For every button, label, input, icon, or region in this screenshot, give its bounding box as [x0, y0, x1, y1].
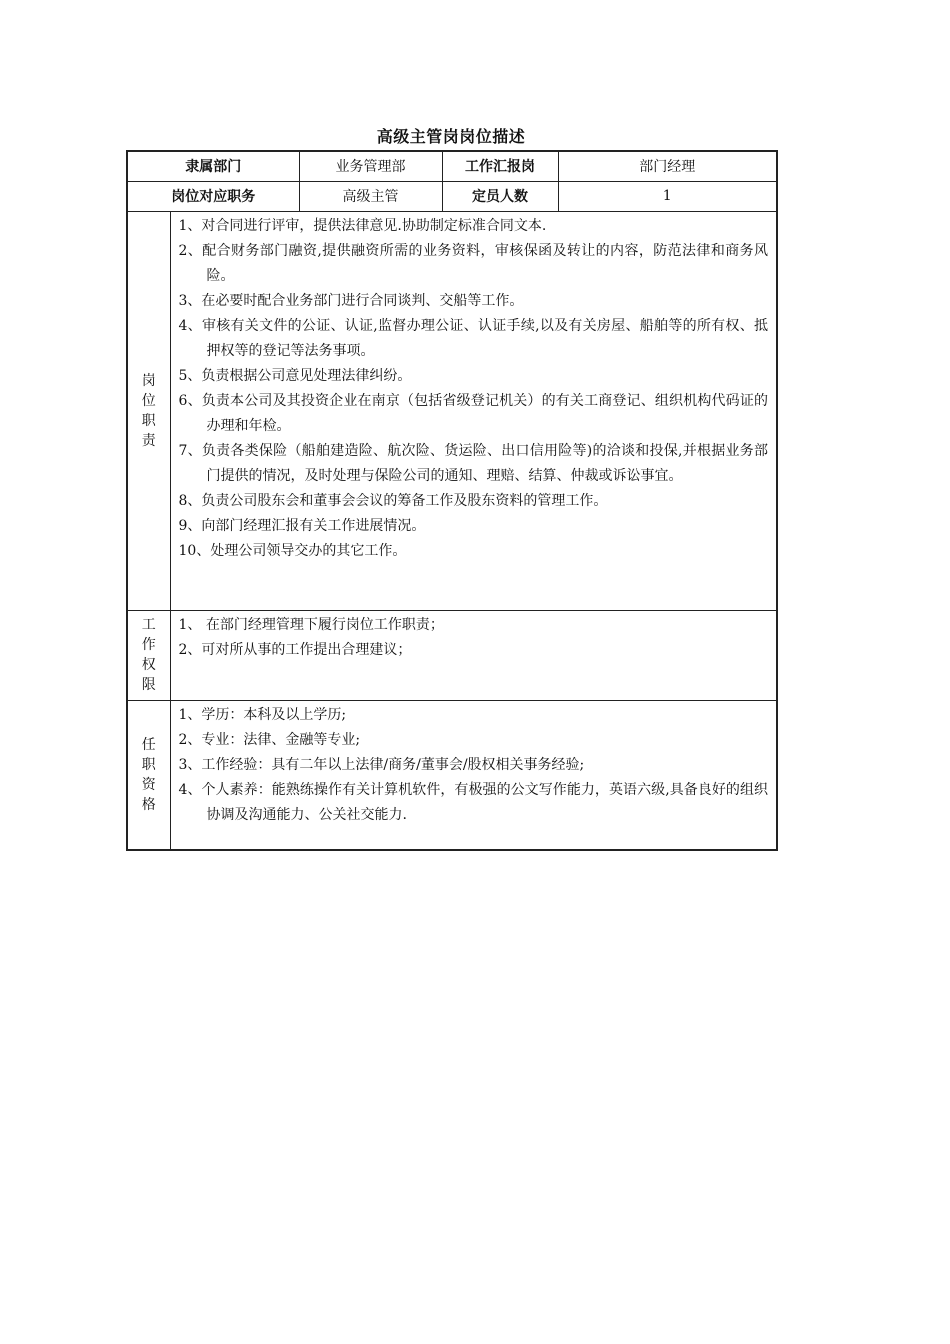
qualifications-label-char: 任 [141, 736, 156, 753]
list-item: 7、负责各类保险（船舶建造险、航次险、货运险、出口信用险等)的洽谈和投保,并根据业务部门提供的情况，及时处理与保险公司的通知、理赔、结算、仲裁或诉讼事宜。 [178, 442, 768, 484]
list-item: 3、工作经验：具有二年以上法律/商务/董事会/股权相关事务经验; [178, 756, 585, 773]
dept-value: 业务管理部 [299, 151, 442, 181]
duties-label [127, 211, 170, 610]
authority-label-char: 作 [141, 637, 156, 653]
position-label: 岗位对应职务 [127, 181, 299, 211]
qualifications-label [127, 700, 170, 850]
list-item: 5、负责根据公司意见处理法律纠纷。 [178, 367, 412, 384]
list-item: 2、专业：法律、金融等专业; [178, 731, 361, 748]
qualifications-label-char: 资 [141, 776, 156, 793]
authority-label-char: 限 [141, 677, 156, 693]
job-description-table [126, 150, 778, 851]
list-item: 1、学历：本科及以上学历; [178, 706, 347, 723]
position-value: 高级主管 [299, 181, 442, 211]
authority-label [127, 610, 170, 700]
authority-list [170, 610, 777, 700]
duties-label-char: 职 [141, 412, 156, 429]
list-item: 4、审核有关文件的公证、认证,监督办理公证、认证手续,以及有关房屋、船舶等的所有权、抵押权等的登记等法务事项。 [178, 317, 768, 359]
headcount-label: 定员人数 [442, 181, 558, 211]
qualifications-list [170, 700, 777, 850]
list-item: 1、 在部门经理管理下履行岗位工作职责； [178, 616, 444, 633]
list-item: 3、在必要时配合业务部门进行合同谈判、交船等工作。 [178, 292, 524, 309]
document-title: 高级主管岗岗位描述 [376, 127, 526, 146]
report-value: 部门经理 [558, 151, 777, 181]
header-row-2 [127, 181, 777, 211]
list-item: 10、处理公司领导交办的其它工作。 [178, 542, 407, 559]
list-item: 9、向部门经理汇报有关工作进展情况。 [178, 517, 426, 534]
list-item: 4、个人素养：能熟练操作有关计算机软件，有极强的公文写作能力，英语六级,具备良好的组织协调及沟通能力、公关社交能力. [178, 781, 768, 823]
list-item: 6、负责本公司及其投资企业在南京（包括省级登记机关）的有关工商登记、组织机构代码证的办理和年检。 [178, 392, 768, 434]
duties-label-char: 岗 [141, 372, 156, 389]
duties-label-char: 责 [141, 432, 156, 449]
list-item: 1、对合同进行评审，提供法律意见.协助制定标准合同文本. [178, 217, 547, 234]
headcount-value: 1 [558, 181, 777, 211]
qualifications-row [127, 700, 777, 850]
authority-label-char: 权 [141, 657, 156, 673]
duties-list [170, 211, 777, 610]
duties-label-char: 位 [141, 392, 156, 409]
report-label: 工作汇报岗 [442, 151, 558, 181]
header-row-1 [127, 151, 777, 181]
list-item: 8、负责公司股东会和董事会会议的筹备工作及股东资料的管理工作。 [178, 492, 608, 509]
duties-row [127, 211, 777, 610]
list-item: 2、可对所从事的工作提出合理建议； [178, 641, 412, 658]
list-item: 2、配合财务部门融资,提供融资所需的业务资料，审核保函及转让的内容，防范法律和商务风险。 [178, 242, 768, 284]
authority-row [127, 610, 777, 700]
authority-label-char: 工 [141, 617, 156, 633]
qualifications-label-char: 职 [141, 756, 156, 773]
qualifications-label-char: 格 [141, 796, 156, 813]
dept-label: 隶属部门 [127, 151, 299, 181]
